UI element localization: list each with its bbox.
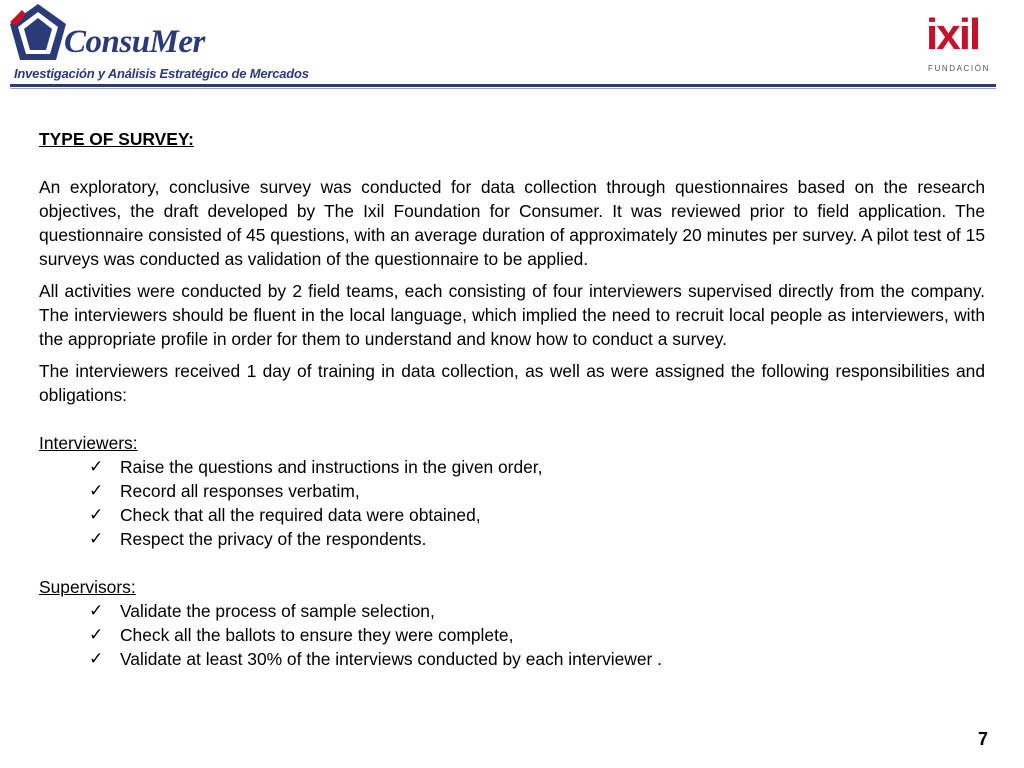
- consumer-logo: [8, 0, 308, 86]
- checkmark-icon: ✓: [89, 505, 104, 524]
- list-item-text: Raise the questions and instructions in the given order,: [120, 457, 543, 477]
- interviewers-heading: Interviewers:: [39, 433, 138, 453]
- checkmark-icon: ✓: [89, 649, 104, 668]
- paragraph-survey: An exploratory, conclusive survey was conducted for data collection through questionnaires based on the research objectives, the draft developed by The Ixil Foundation for Consumer. It was reviewed prior to field application. The questionnaire consisted of 45 questions, with an average duration of approximately 20 minutes per survey. A pilot test of 15 surveys was conducted as validation of the questionnaire to be applied.: [39, 177, 985, 269]
- checkmark-icon: ✓: [89, 601, 104, 620]
- list-item: [89, 503, 985, 527]
- list-item: [89, 623, 985, 647]
- list-item: [89, 527, 985, 551]
- interviewers-list: [39, 455, 985, 551]
- list-item: [89, 479, 985, 503]
- supervisors-heading: Supervisors:: [39, 577, 136, 597]
- list-item-text: Validate at least 30% of the interviews conducted by each interviewer .: [120, 649, 662, 669]
- checkmark-icon: ✓: [89, 481, 104, 500]
- checkmark-icon: ✓: [89, 625, 104, 644]
- list-item: [89, 599, 985, 623]
- ixil-logo-text: ixil: [926, 10, 980, 59]
- checkmark-icon: ✓: [89, 529, 104, 548]
- list-item-text: Check that all the required data were obtained,: [120, 505, 481, 525]
- page-number: 7: [978, 729, 989, 749]
- list-item: [89, 647, 985, 671]
- list-item-text: Check all the ballots to ensure they were complete,: [120, 625, 514, 645]
- brand-tagline: Investigación y Análisis Estratégico de Mercados: [14, 66, 309, 81]
- ixil-foundation-logo: [922, 8, 996, 78]
- supervisors-list: [39, 599, 985, 671]
- header-divider-thin: [10, 88, 996, 89]
- brand-name: ConsuMer: [64, 24, 205, 60]
- section-title: TYPE OF SURVEY:: [39, 129, 194, 149]
- slide-body: [39, 127, 985, 671]
- header-divider: [10, 84, 996, 87]
- list-item-text: Respect the privacy of the respondents.: [120, 529, 427, 549]
- list-item-text: Validate the process of sample selection,: [120, 601, 435, 621]
- paragraph-field-teams: All activities were conducted by 2 field teams, each consisting of four interviewers supervised directly from the company. The interviewers should be fluent in the local language, which implied the need to recruit local people as interviewers, with the appropriate profile in order for them to understand and know how to conduct a survey.: [39, 281, 985, 349]
- slide-header: [0, 0, 1024, 92]
- list-item: [89, 455, 985, 479]
- list-item-text: Record all responses verbatim,: [120, 481, 360, 501]
- checkmark-icon: ✓: [89, 457, 104, 476]
- fundacion-label: FUNDACIÓN: [928, 64, 990, 73]
- paragraph-training: The interviewers received 1 day of training in data collection, as well as were assigned the following responsibilities and obligations:: [39, 361, 985, 405]
- pentagon-house-icon: [8, 2, 68, 64]
